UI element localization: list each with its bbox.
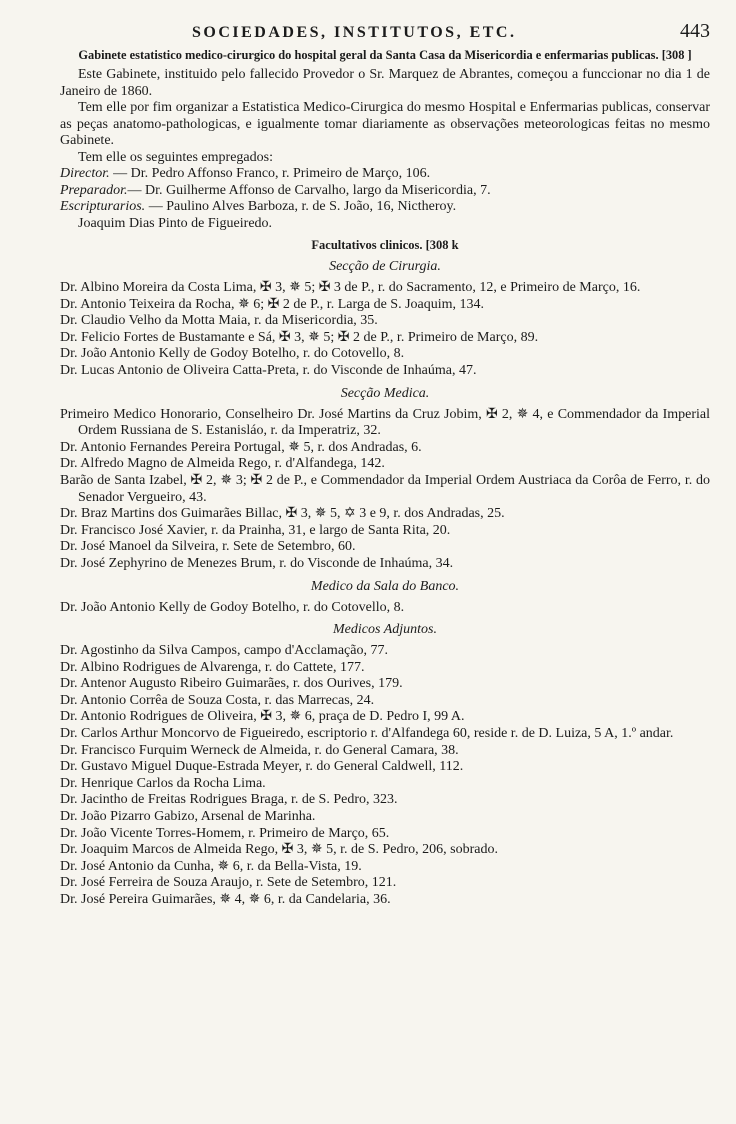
staff-details: Joaquim Dias Pinto de Figueiredo. [78,215,273,231]
directory-entry: Dr. José Manoel da Silveira, r. Sete de Setembro, 60. [60,539,356,555]
paragraph: Este Gabinete, instituido pelo fallecido Provedor o Sr. Marquez de Abrantes, começou a funccionar no dia 1 de Janeiro de 1860. [60,67,710,99]
directory-entry: Dr. José Zephyrino de Menezes Brum, r. do Visconde de Inhaúma, 34. [60,555,454,571]
directory-entry: Dr. José Pereira Guimarães, ✵ 4, ✵ 6, r. da Candelaria, 36. [60,892,391,907]
subsection-title: Secção Medica. [340,385,430,401]
running-title: SOCIEDADES, INSTITUTOS, ETC. [192,24,517,41]
staff-role: Preparador. [60,182,128,198]
paragraph: Tem elle os seguintes empregados: [78,149,273,165]
directory-entry: Dr. Felicio Fortes de Bustamante e Sá, ✠ 3, ✵ 5; ✠ 2 de P., r. Primeiro de Março, 89. [60,329,539,345]
directory-entry: Dr. Antenor Augusto Ribeiro Guimarães, r. dos Ourives, 179. [60,676,403,692]
staff-role: Director. [60,166,110,181]
directory-entry: Dr. Braz Martins dos Guimarães Billac, ✠ 3, ✵ 5, ✡ 3 e 9, r. dos Andradas, 25. [60,506,505,522]
directory-entry: Dr. Gustavo Miguel Duque-Estrada Meyer, r. do General Caldwell, 112. [60,759,464,775]
subsection-title: Secção de Cirurgia. [329,259,441,274]
subsection-title: Medicos Adjuntos. [333,622,437,638]
directory-entry: Dr. Alfredo Magno de Almeida Rego, r. d'Alfandega, 142. [60,456,385,472]
directory-entry: Dr. Joaquim Marcos de Almeida Rego, ✠ 3, ✵ 5, r. de S. Pedro, 206, sobrado. [60,842,498,858]
directory-entry: Dr. Jacintho de Freitas Rodrigues Braga, r. de S. Pedro, 323. [60,792,398,808]
directory-entry: Dr. João Vicente Torres-Homem, r. Primeiro de Março, 65. [60,825,390,841]
directory-entry: Dr. Antonio Fernandes Pereira Portugal, ✵ 5, r. dos Andradas, 6. [60,439,422,455]
directory-entry: Dr. Carlos Arthur Moncorvo de Figueiredo, escriptorio r. d'Alfandega 60, reside r. de D. Luiza, 5 A, 1.º andar. [60,726,674,742]
directory-entry: Dr. Francisco José Xavier, r. da Prainha, 31, e largo de Santa Rita, 20. [60,522,451,538]
section-heading-facultativos: Facultativos clinicos. [308 k [311,238,459,252]
staff-role: Escripturarios. [60,199,146,214]
directory-entry: Dr. Henrique Carlos da Rocha Lima. [60,775,266,791]
directory-entry: Dr. Francisco Furquim Werneck de Almeida, r. do General Camara, 38. [60,742,459,758]
staff-list [60,166,710,232]
staff-entry [60,216,710,233]
staff-details: — Dr. Guilherme Affonso de Carvalho, largo da Misericordia, 7. [127,182,491,198]
page-header [60,18,710,46]
document-page [60,18,710,909]
directory-entry: Dr. Claudio Velho da Motta Maia, r. da Misericordia, 35. [60,313,378,329]
directory-entry: Dr. Albino Moreira da Costa Lima, ✠ 3, ✵ 5; ✠ 3 de P., r. do Sacramento, 12, e Primeiro de Março, 16. [60,280,641,295]
sections-container [60,259,710,909]
directory-entry: Dr. Antonio Teixeira da Rocha, ✵ 6; ✠ 2 de P., r. Larga de S. Joaquim, 134. [60,296,485,312]
staff-entry [60,166,710,183]
staff-entry [60,183,710,200]
page-number: 443 [680,20,710,42]
section-heading-gabinete: Gabinete estatistico medico-cirurgico do hospital geral da Santa Casa da Misericordia e enfermarias publicas. [308 ] [78,48,692,62]
paragraph: Tem elle por fim organizar a Estatistica Medico-Cirurgica do mesmo Hospital e Enfermarias publicas, conservar as peças anatomo-pathologicas, e igualmente tomar diariamente as observações meteorologicas feitas no mesmo Gabinete. [60,100,710,148]
directory-entry: Primeiro Medico Honorario, Conselheiro Dr. José Martins da Cruz Jobim, ✠ 2, ✵ 4, e Commendador da Imperial Ordem Russiana de S. Estanisláo, r. da Imperatriz, 32. [60,406,710,439]
directory-entry: Dr. Agostinho da Silva Campos, campo d'Acclamação, 77. [60,643,388,659]
directory-entry: Dr. João Antonio Kelly de Godoy Botelho, r. do Cotovello, 8. [60,599,405,615]
staff-details: — Dr. Pedro Affonso Franco, r. Primeiro de Março, 106. [109,166,431,181]
directory-entry: Dr. João Antonio Kelly de Godoy Botelho, r. do Cotovello, 8. [60,346,405,362]
directory-entry: Dr. José Antonio da Cunha, ✵ 6, r. da Bella-Vista, 19. [60,858,362,874]
staff-entry [60,199,710,216]
directory-entry: Dr. Albino Rodrigues de Alvarenga, r. do Cattete, 177. [60,659,365,675]
directory-entry: Dr. João Pizarro Gabizo, Arsenal de Marinha. [60,809,316,825]
directory-entry: Dr. José Ferreira de Souza Araujo, r. Sete de Setembro, 121. [60,875,397,891]
directory-entry: Barão de Santa Izabel, ✠ 2, ✵ 3; ✠ 2 de P., e Commendador da Imperial Ordem Austriaca da Corôa de Ferro, r. do Senador Vergueiro, 43. [60,472,710,505]
directory-entry: Dr. Lucas Antonio de Oliveira Catta-Preta, r. do Visconde de Inhaúma, 47. [60,362,477,378]
directory-entry: Dr. Antonio Rodrigues de Oliveira, ✠ 3, ✵ 6, praça de D. Pedro I, 99 A. [60,709,465,725]
directory-entry: Dr. Antonio Corrêa de Souza Costa, r. das Marrecas, 24. [60,692,375,708]
staff-details: — Paulino Alves Barboza, r. de S. João, 16, Nictheroy. [145,199,457,214]
subsection-title: Medico da Sala do Banco. [310,578,460,594]
